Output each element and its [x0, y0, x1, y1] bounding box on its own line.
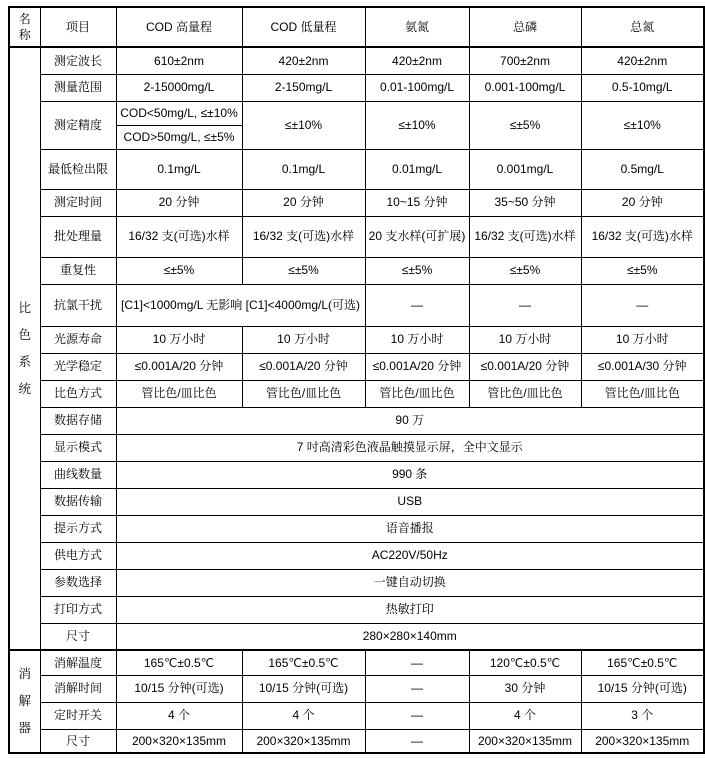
cell: 10~15 分钟 — [365, 189, 469, 216]
row-digestion-time — [9, 675, 704, 702]
cell: 165℃±0.5℃ — [116, 650, 242, 675]
cell: ≤±5% — [242, 257, 365, 284]
row-label: 测定波长 — [40, 47, 116, 74]
row-label: 重复性 — [40, 257, 116, 284]
cell: 管比色/皿比色 — [365, 380, 469, 407]
row-label: 显示模式 — [40, 434, 116, 461]
cell: — — [365, 284, 469, 326]
cell: 0.1mg/L — [116, 149, 242, 189]
row-batch — [9, 216, 704, 257]
row-digestion-size — [9, 729, 704, 753]
cell: 3 个 — [581, 702, 704, 729]
cell: 4 个 — [469, 702, 581, 729]
cell: ≤0.001A/20 分钟 — [469, 353, 581, 380]
cell: 4 个 — [242, 702, 365, 729]
row-parameter — [9, 569, 704, 596]
cell-merged: 热敏打印 — [116, 596, 704, 623]
row-label: 提示方式 — [40, 515, 116, 542]
cell: ≤±10% — [242, 101, 365, 149]
section-cell-digestion — [9, 650, 40, 753]
header-row — [9, 7, 704, 47]
header-cell-item: 项目 — [40, 7, 116, 47]
row-detection — [9, 149, 704, 189]
cell-merged: 990 条 — [116, 461, 704, 488]
cell: COD>50mg/L, ≤±5% — [116, 125, 242, 149]
row-time — [9, 189, 704, 216]
cell-merged: 语音播报 — [116, 515, 704, 542]
cell: ≤±5% — [581, 257, 704, 284]
row-transfer — [9, 488, 704, 515]
cell: 200×320×135mm — [242, 729, 365, 753]
cell: ≤±5% — [469, 257, 581, 284]
cell: ≤0.001A/20 分钟 — [116, 353, 242, 380]
row-label: 数据传输 — [40, 488, 116, 515]
cell: 30 分钟 — [469, 675, 581, 702]
cell: — — [469, 284, 581, 326]
row-wavelength — [9, 47, 704, 74]
cell: ≤±10% — [581, 101, 704, 149]
header-cell-cod-low: COD 低量程 — [242, 7, 365, 47]
cell: COD<50mg/L, ≤±10% — [116, 101, 242, 125]
row-label: 消解时间 — [40, 675, 116, 702]
cell: 10/15 分钟(可选) — [242, 675, 365, 702]
cell: 0.001mg/L — [469, 149, 581, 189]
cell: 420±2nm — [365, 47, 469, 74]
cell: 10 万小时 — [581, 326, 704, 353]
cell: 2-150mg/L — [242, 74, 365, 101]
cell-chlorine-merged: [C1]<1000mg/L 无影响 [C1]<4000mg/L(可选) — [116, 284, 365, 326]
cell: 2-15000mg/L — [116, 74, 242, 101]
cell: ≤±10% — [365, 101, 469, 149]
cell: 管比色/皿比色 — [242, 380, 365, 407]
header-cell-cod-high: COD 高量程 — [116, 7, 242, 47]
row-label: 测定时间 — [40, 189, 116, 216]
row-label: 参数选择 — [40, 569, 116, 596]
cell: 10/15 分钟(可选) — [581, 675, 704, 702]
cell: 120℃±0.5℃ — [469, 650, 581, 675]
cell: 0.1mg/L — [242, 149, 365, 189]
cell: — — [365, 702, 469, 729]
row-repeatability — [9, 257, 704, 284]
row-display — [9, 434, 704, 461]
row-label: 曲线数量 — [40, 461, 116, 488]
cell: 200×320×135mm — [469, 729, 581, 753]
cell: 10 万小时 — [365, 326, 469, 353]
cell: 10 万小时 — [116, 326, 242, 353]
section-cell-colorimetric — [9, 47, 40, 650]
cell: 4 个 — [116, 702, 242, 729]
section-label-digestion: 消解器 — [18, 667, 31, 735]
cell: ≤±5% — [365, 257, 469, 284]
cell: 16/32 支(可选)水样 — [116, 216, 242, 257]
cell: 20 分钟 — [242, 189, 365, 216]
cell: 管比色/皿比色 — [581, 380, 704, 407]
cell: 610±2nm — [116, 47, 242, 74]
cell: ≤0.001A/30 分钟 — [581, 353, 704, 380]
row-curves — [9, 461, 704, 488]
cell: 20 支水样(可扩展) — [365, 216, 469, 257]
cell-merged: 90 万 — [116, 407, 704, 434]
row-range — [9, 74, 704, 101]
row-timer-switch — [9, 702, 704, 729]
cell: 16/32 支(可选)水样 — [581, 216, 704, 257]
cell: 420±2nm — [581, 47, 704, 74]
spec-table — [8, 6, 705, 754]
cell: 0.01-100mg/L — [365, 74, 469, 101]
row-label: 比色方式 — [40, 380, 116, 407]
cell: 10/15 分钟(可选) — [116, 675, 242, 702]
cell: — — [365, 650, 469, 675]
row-lamp-life — [9, 326, 704, 353]
row-digestion-temp — [9, 650, 704, 675]
cell: 16/32 支(可选)水样 — [242, 216, 365, 257]
section-label-colorimetric: 比色系统 — [18, 300, 31, 396]
row-label: 光学稳定 — [40, 353, 116, 380]
row-label: 数据存储 — [40, 407, 116, 434]
row-label: 消解温度 — [40, 650, 116, 675]
row-storage — [9, 407, 704, 434]
row-optical-stability — [9, 353, 704, 380]
cell-merged: AC220V/50Hz — [116, 542, 704, 569]
row-power — [9, 542, 704, 569]
row-accuracy-a — [9, 101, 704, 125]
cell: ≤0.001A/20 分钟 — [365, 353, 469, 380]
row-label: 光源寿命 — [40, 326, 116, 353]
cell: ≤±5% — [469, 101, 581, 149]
cell: 10 万小时 — [469, 326, 581, 353]
row-label: 供电方式 — [40, 542, 116, 569]
cell: — — [365, 729, 469, 753]
row-print — [9, 596, 704, 623]
cell-merged: 一键自动切换 — [116, 569, 704, 596]
cell: 20 分钟 — [581, 189, 704, 216]
row-prompt — [9, 515, 704, 542]
row-label: 批处理量 — [40, 216, 116, 257]
cell: — — [581, 284, 704, 326]
row-chlorine — [9, 284, 704, 326]
cell-merged: USB — [116, 488, 704, 515]
row-label: 测量范围 — [40, 74, 116, 101]
cell: 20 分钟 — [116, 189, 242, 216]
row-colorimetric-mode — [9, 380, 704, 407]
header-cell-ammonia: 氨氮 — [365, 7, 469, 47]
header-cell-phosphorus: 总磷 — [469, 7, 581, 47]
row-label: 尺寸 — [40, 729, 116, 753]
cell: 管比色/皿比色 — [116, 380, 242, 407]
row-size — [9, 623, 704, 650]
cell: 管比色/皿比色 — [469, 380, 581, 407]
cell: 35~50 分钟 — [469, 189, 581, 216]
cell: 420±2nm — [242, 47, 365, 74]
cell: 10 万小时 — [242, 326, 365, 353]
row-label: 测定精度 — [40, 101, 116, 149]
cell: 200×320×135mm — [581, 729, 704, 753]
cell: 0.5mg/L — [581, 149, 704, 189]
cell: 0.5-10mg/L — [581, 74, 704, 101]
cell: 0.001-100mg/L — [469, 74, 581, 101]
cell: — — [365, 675, 469, 702]
cell: ≤0.001A/20 分钟 — [242, 353, 365, 380]
cell: 16/32 支(可选)水样 — [469, 216, 581, 257]
row-label: 抗氯干扰 — [40, 284, 116, 326]
row-label: 尺寸 — [40, 623, 116, 650]
row-label: 最低检出限 — [40, 149, 116, 189]
cell: 200×320×135mm — [116, 729, 242, 753]
cell: 0.01mg/L — [365, 149, 469, 189]
cell-merged: 7 吋高清彩色液晶触摸显示屏，全中文显示 — [116, 434, 704, 461]
cell: 165℃±0.5℃ — [581, 650, 704, 675]
row-label: 打印方式 — [40, 596, 116, 623]
cell: 700±2nm — [469, 47, 581, 74]
cell: 165℃±0.5℃ — [242, 650, 365, 675]
cell: ≤±5% — [116, 257, 242, 284]
row-label: 定时开关 — [40, 702, 116, 729]
cell-merged: 280×280×140mm — [116, 623, 704, 650]
header-cell-nitrogen: 总氮 — [581, 7, 704, 47]
header-cell-name: 名称 — [9, 7, 40, 47]
